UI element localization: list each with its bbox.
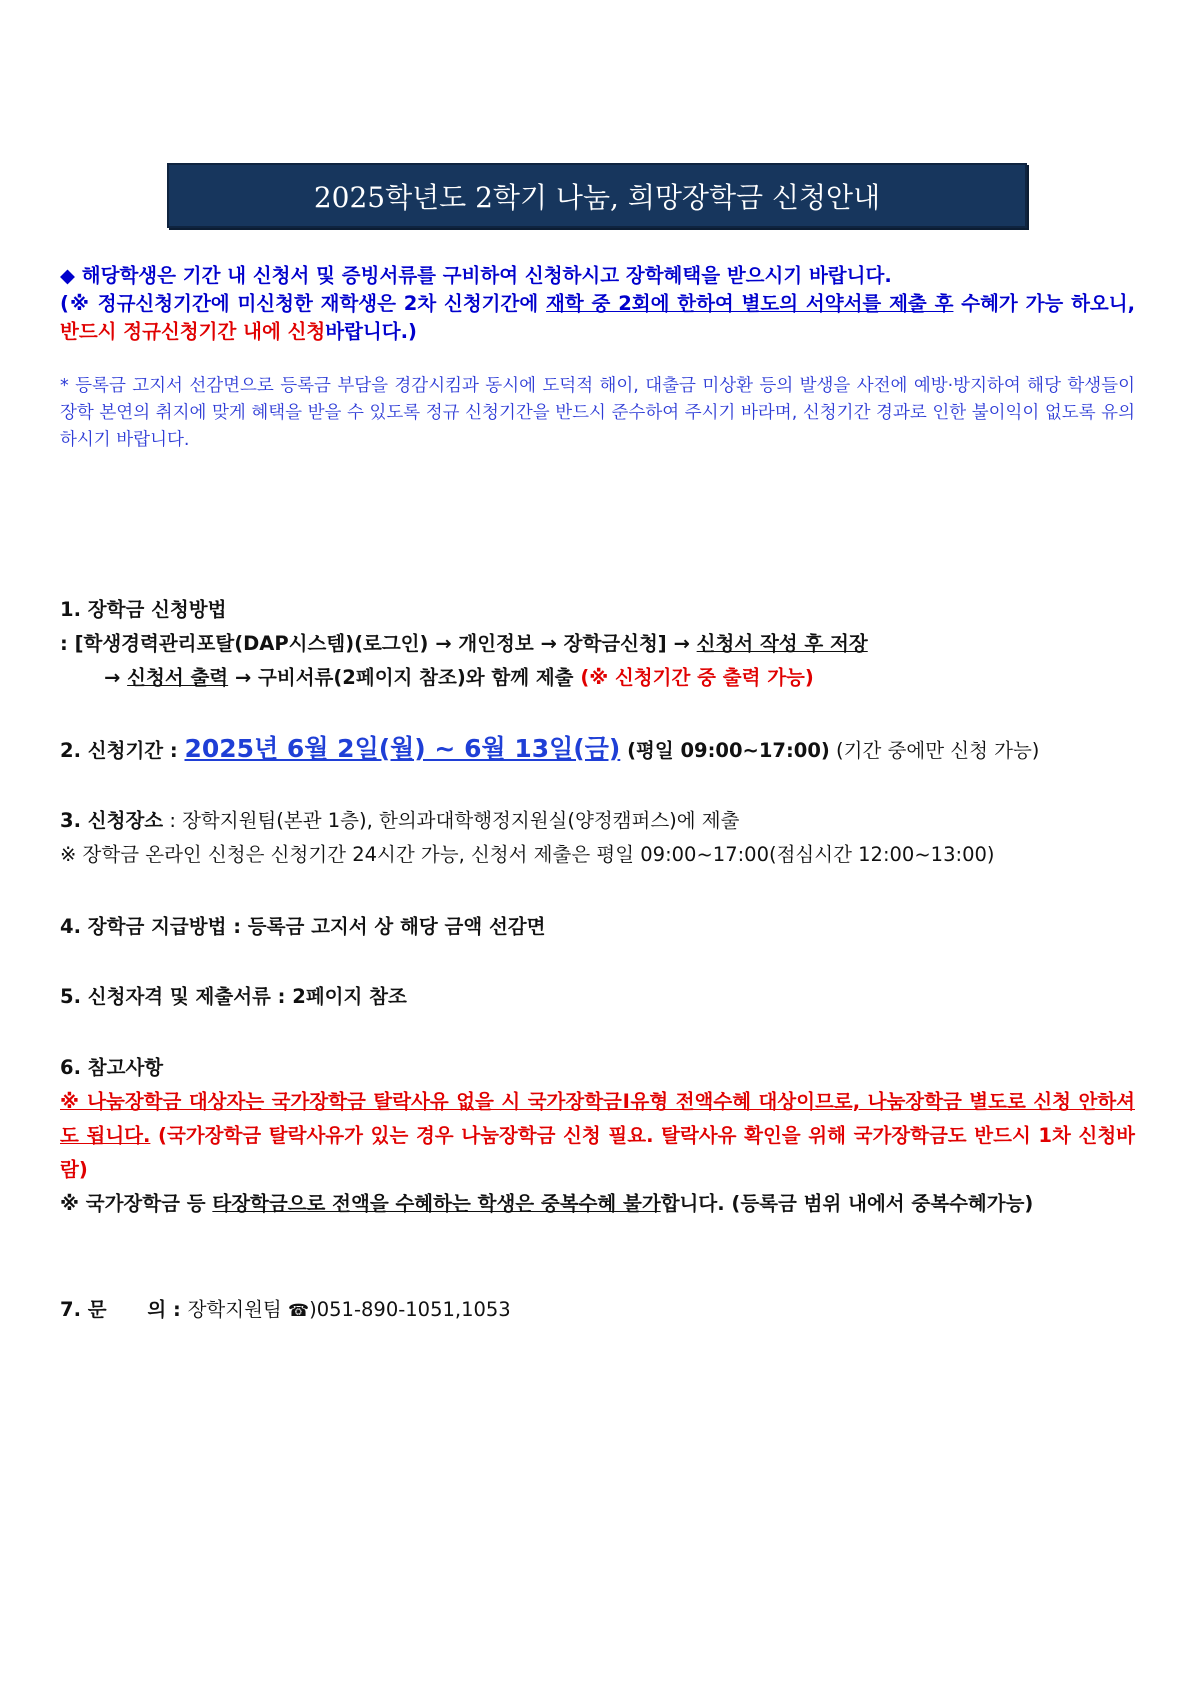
section-6-note-2-start: ※ 국가장학금 등 xyxy=(60,1192,213,1215)
section-3-label: 3. 신청장소 xyxy=(60,809,164,832)
contact-phone: )051-890-1051,1053 xyxy=(309,1298,511,1321)
section-3 xyxy=(60,804,1135,872)
notice-line-1: ◆ 해당학생은 기간 내 신청서 및 증빙서류를 구비하여 신청하시고 장학혜택을 받으시기 바랍니다. xyxy=(60,264,892,287)
section-1-print-note: (※ 신청기간 중 출력 가능) xyxy=(580,666,814,689)
section-1-line-2 xyxy=(60,661,1135,695)
notice-line-2-mid: 수혜가 가능 하오니, xyxy=(953,292,1136,315)
section-1 xyxy=(60,593,1135,695)
application-period-date: 2025년 6월 2일(월) ~ 6월 13일(금) xyxy=(184,734,621,763)
section-6-note-1-rest: (국가장학금 탈락사유가 있는 경우 나눔장학금 신청 필요. 탈락사유 확인을 위해 국가장학금도 반드시 1차 신청바람) xyxy=(60,1124,1135,1181)
application-hours: (평일 09:00~17:00) xyxy=(620,739,830,762)
section-1-print-step: 신청서 출력 xyxy=(127,666,229,689)
warning-paragraph: * 등록금 고지서 선감면으로 등록금 부담을 경감시킴과 동시에 도덕적 해이, 대출금 미상환 등의 발생을 사전에 예방·방지하여 해당 학생들이 장학 본연의 취지에 맞게 혜택을 받을 수 있도록 정규 신청기간을 반드시 준수하여 주시기 바라며, 신청기간 경과로 인한 불이익이 없도록 유의하시기 바랍니다. xyxy=(60,376,1135,450)
section-6-heading: 6. 참고사항 xyxy=(60,1056,164,1079)
phone-icon: ☎ xyxy=(287,1301,310,1321)
section-6 xyxy=(60,1051,1135,1221)
section-6-note-2-end: 합니다. (등록금 범위 내에서 중복수혜가능) xyxy=(660,1192,1034,1215)
notice-line-2-start: (※ 정규신청기간에 미신청한 재학생은 2차 신청기간에 xyxy=(60,292,547,315)
document-title xyxy=(167,163,1027,228)
section-6-note-2 xyxy=(60,1187,1135,1221)
section-7 xyxy=(60,1293,1135,1328)
section-6-note-1-underlined: ※ 나눔장학금 대상자는 국가장학금 탈락사유 없을 시 국가장학금Ⅰ유형 전액수혜 대상이므로, 나눔장학금 별도로 신청 안하셔도 됩니다. xyxy=(60,1090,1135,1147)
section-4: 4. 장학금 지급방법 : 등록금 고지서 상 해당 금액 선감면 xyxy=(60,915,546,938)
notice-line-2-end: 바랍니다.) xyxy=(325,320,417,343)
section-2 xyxy=(60,732,1135,768)
section-1-line-1 xyxy=(60,627,1135,661)
section-1-submit-step: → 구비서류(2페이지 참조)와 함께 제출 xyxy=(228,666,581,689)
title-text: 2025학년도 2학기 나눔, 희망장학금 신청안내 xyxy=(313,180,881,214)
notice-red-emphasis: 반드시 정규신청기간 내에 신청 xyxy=(60,320,326,343)
section-6-note-1 xyxy=(60,1085,1135,1187)
notice-line-2 xyxy=(60,290,1135,346)
notice-block xyxy=(60,262,1135,346)
application-period-note: (기간 중에만 신청 가능) xyxy=(829,739,1040,762)
section-5: 5. 신청자격 및 제출서류 : 2페이지 참조 xyxy=(60,985,407,1008)
section-6-note-2-underlined: 타장학금으로 전액을 수혜하는 학생은 중복수혜 불가 xyxy=(212,1192,661,1215)
section-1-save-step: 신청서 작성 후 저장 xyxy=(696,632,868,655)
contact-team: 장학지원팀 xyxy=(187,1298,288,1321)
section-1-heading: 1. 장학금 신청방법 xyxy=(60,598,227,621)
section-3-location: : 장학지원팀(본관 1층), 한의과대학행정지원실(양정캠퍼스)에 제출 xyxy=(163,809,740,832)
section-2-label: 2. 신청기간 : xyxy=(60,739,185,762)
section-3-note: ※ 장학금 온라인 신청은 신청기간 24시간 가능, 신청서 제출은 평일 09:00~17:00(점심시간 12:00~13:00) xyxy=(60,843,995,866)
arrow-icon: → xyxy=(104,666,128,689)
section-1-path: : [학생경력관리포탈(DAP시스템)(로그인) → 개인정보 → 장학금신청] → xyxy=(60,632,697,655)
section-7-label: 7. 문 의 : xyxy=(60,1298,188,1321)
section-3-line xyxy=(60,804,1135,838)
notice-underlined-condition: 재학 중 2회에 한하여 별도의 서약서를 제출 후 xyxy=(546,292,954,315)
